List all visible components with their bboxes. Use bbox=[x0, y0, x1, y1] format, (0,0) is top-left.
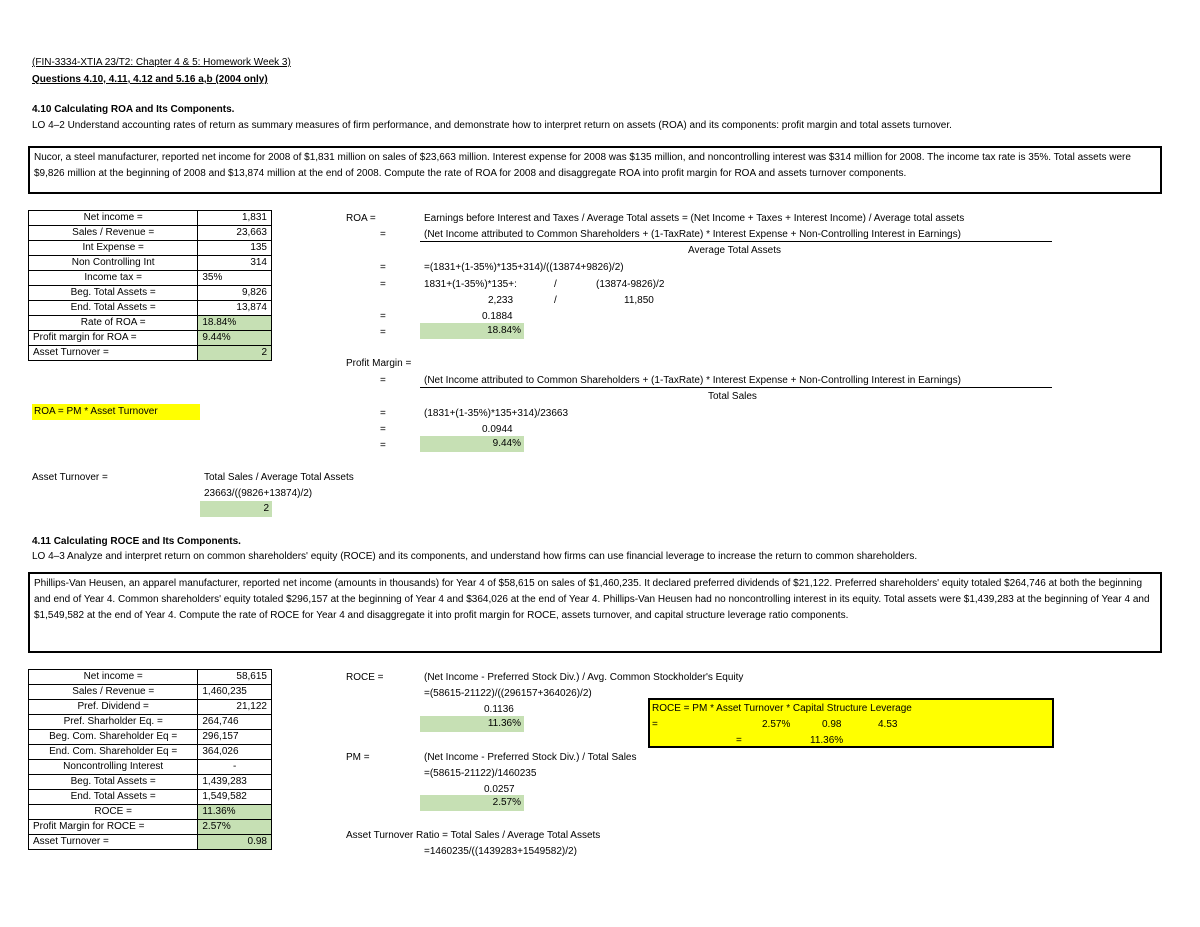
table-row: Rate of ROA = 18.84% bbox=[29, 316, 272, 331]
roce-label: ROCE = bbox=[346, 672, 384, 683]
pm411-dec: 0.0257 bbox=[484, 784, 515, 795]
fraction-line bbox=[420, 387, 1052, 388]
table-row: Profit Margin for ROCE = 2.57% bbox=[29, 820, 272, 835]
roa-formula-line1: Earnings before Interest and Taxes / Average Total assets = (Net Income + Taxes + Interest Income) / Average total assets bbox=[424, 213, 965, 224]
identity-eq2: = bbox=[736, 735, 742, 746]
at-result: 2 bbox=[200, 501, 272, 517]
identity-title: ROCE = PM * Asset Turnover * Capital Structure Leverage bbox=[652, 703, 912, 714]
roa-calc2a: 1831+(1-35%)*135+: bbox=[424, 279, 517, 290]
equals-sign: = bbox=[380, 279, 386, 290]
equals-sign: = bbox=[380, 311, 386, 322]
roa-identity: ROA = PM * Asset Turnover bbox=[32, 404, 200, 420]
pm411-formula: (Net Income - Preferred Stock Div.) / Total Sales bbox=[424, 752, 637, 763]
roa-calc3b: 11,850 bbox=[624, 295, 654, 306]
identity-at: 0.98 bbox=[822, 719, 842, 730]
questions-title: Questions 4.10, 4.11, 4.12 and 5.16 a,b (2004 only) bbox=[32, 74, 268, 85]
at411-calc: =1460235/((1439283+1549582)/2) bbox=[424, 846, 577, 857]
table-row: Asset Turnover = 0.98 bbox=[29, 835, 272, 850]
q411-input-table bbox=[28, 669, 272, 850]
table-row: Beg. Com. Shareholder Eq = 296,157 bbox=[29, 730, 272, 745]
roa-calc2b: (13874-9826)/2 bbox=[596, 279, 665, 290]
q410-title: 4.10 Calculating ROA and Its Components. bbox=[32, 104, 235, 115]
table-row: Sales / Revenue = 1,460,235 bbox=[29, 685, 272, 700]
table-row: Sales / Revenue = 23,663 bbox=[29, 226, 272, 241]
roa-pct: 18.84% bbox=[420, 323, 524, 339]
at-calc: 23663/((9826+13874)/2) bbox=[204, 488, 313, 499]
table-row: End. Total Assets = 13,874 bbox=[29, 301, 272, 316]
roce-pct: 11.36% bbox=[420, 716, 524, 732]
table-row: Net income = 1,831 bbox=[29, 211, 272, 226]
table-row: Pref. Sharholder Eq. = 264,746 bbox=[29, 715, 272, 730]
table-row: Pref. Dividend = 21,122 bbox=[29, 700, 272, 715]
pm-dec: 0.0944 bbox=[482, 424, 513, 435]
at-label: Asset Turnover = bbox=[32, 472, 108, 483]
roa-label: ROA = bbox=[346, 213, 376, 224]
at411-formula: Asset Turnover Ratio = Total Sales / Average Total Assets bbox=[346, 830, 601, 841]
slash: / bbox=[554, 279, 557, 290]
equals-sign: = bbox=[380, 424, 386, 435]
q410-problem: Nucor, a steel manufacturer, reported net income for 2008 of $1,831 million on sales of $23,663 million. Interest expense for 2008 was $135 million, and noncontrolling interest was $314 million for 2008. The income tax rate is 35%. Total assets were $9,826 million at the beginning of 2008 and $13,874 million at the end of 2008. Compute the rate of ROA for 2008 and disaggregate ROA into profit margin for ROA and assets turnover components. bbox=[28, 146, 1162, 194]
q411-problem: Phillips-Van Heusen, an apparel manufacturer, reported net income (amounts in thousands) for Year 4 of $58,615 on sales of $1,460,235. It declared preferred dividends of $21,122. Preferred shareholders' equity totaled $264,746 at both the beginning and end of Year 4. Common shareholders' equity totaled $296,157 at the beginning of Year 4 and $364,026 at the end of Year 4. Phillips-Van Heusen had no noncontrolling interest in its equity. Total assets were $1,439,283 at the beginning of Year 4 and $1,549,582 at the end of Year 4. Compute the rate of ROCE for Year 4 and disaggregate it into profit margin for ROCE, assets turnover, and capital structure leverage ratio components. bbox=[28, 572, 1162, 653]
equals-sign: = bbox=[380, 262, 386, 273]
pm411-pct: 2.57% bbox=[420, 795, 524, 811]
equals-sign: = bbox=[380, 440, 386, 451]
q410-lo: LO 4–2 Understand accounting rates of return as summary measures of firm performance, and demonstrate how to interpret return on assets (ROA) and its components: profit margin and total assets turnover. bbox=[32, 120, 952, 131]
pm-numerator: (Net Income attributed to Common Shareholders + (1-TaxRate) * Interest Expense + Non-Controlling Interest in Earnings) bbox=[424, 375, 961, 386]
table-row: Beg. Total Assets = 9,826 bbox=[29, 286, 272, 301]
roce-identity-box bbox=[648, 698, 1054, 748]
roa-numerator: (Net Income attributed to Common Shareholders + (1-TaxRate) * Interest Expense + Non-Controlling Interest in Earnings) bbox=[424, 229, 961, 240]
roa-calc1: =(1831+(1-35%)*135+314)/((13874+9826)/2) bbox=[424, 262, 624, 273]
identity-result: 11.36% bbox=[810, 735, 844, 746]
table-row: End. Com. Shareholder Eq = 364,026 bbox=[29, 745, 272, 760]
roce-formula: (Net Income - Preferred Stock Div.) / Avg. Common Stockholder's Equity bbox=[424, 672, 744, 683]
equals-sign: = bbox=[380, 229, 386, 240]
pm411-calc: =(58615-21122)/1460235 bbox=[424, 768, 537, 779]
pm-label: Profit Margin = bbox=[346, 358, 412, 369]
table-row: End. Total Assets = 1,549,582 bbox=[29, 790, 272, 805]
roa-calc3a: 2,233 bbox=[488, 295, 514, 306]
table-row: Beg. Total Assets = 1,439,283 bbox=[29, 775, 272, 790]
table-row: Asset Turnover = 2 bbox=[29, 346, 272, 361]
roa-dec: 0.1884 bbox=[482, 311, 513, 322]
equals-sign: = bbox=[380, 408, 386, 419]
pm-calc1: (1831+(1-35%)*135+314)/23663 bbox=[424, 408, 568, 419]
q410-input-table bbox=[28, 210, 272, 361]
table-row: Int Expense = 135 bbox=[29, 241, 272, 256]
pm-denominator: Total Sales bbox=[708, 391, 757, 402]
pm411-label: PM = bbox=[346, 752, 370, 763]
table-row: Profit margin for ROA = 9.44% bbox=[29, 331, 272, 346]
table-row: Non Controlling Int 314 bbox=[29, 256, 272, 271]
identity-eq: = bbox=[652, 719, 658, 730]
fraction-line bbox=[420, 241, 1052, 242]
equals-sign: = bbox=[380, 375, 386, 386]
table-row: Net income = 58,615 bbox=[29, 670, 272, 685]
slash: / bbox=[554, 295, 557, 306]
q411-title: 4.11 Calculating ROCE and Its Components. bbox=[32, 536, 241, 547]
table-row: Income tax = 35% bbox=[29, 271, 272, 286]
at-formula: Total Sales / Average Total Assets bbox=[204, 472, 354, 483]
roa-denominator: Average Total Assets bbox=[688, 245, 782, 256]
table-row: Noncontrolling Interest - bbox=[29, 760, 272, 775]
equals-sign: = bbox=[380, 327, 386, 338]
course-title: (FIN-3334-XTIA 23/T2: Chapter 4 & 5: Homework Week 3) bbox=[32, 57, 291, 68]
roce-dec: 0.1136 bbox=[484, 704, 514, 715]
identity-pm: 2.57% bbox=[762, 719, 791, 730]
identity-csl: 4.53 bbox=[878, 719, 898, 730]
table-row: ROCE = 11.36% bbox=[29, 805, 272, 820]
pm-pct: 9.44% bbox=[420, 436, 524, 452]
roce-calc: =(58615-21122)/((296157+364026)/2) bbox=[424, 688, 592, 699]
q411-lo: LO 4–3 Analyze and interpret return on common shareholders' equity (ROCE) and its components, and understand how firms can use financial leverage to increase the return to common shareholders. bbox=[32, 551, 918, 562]
